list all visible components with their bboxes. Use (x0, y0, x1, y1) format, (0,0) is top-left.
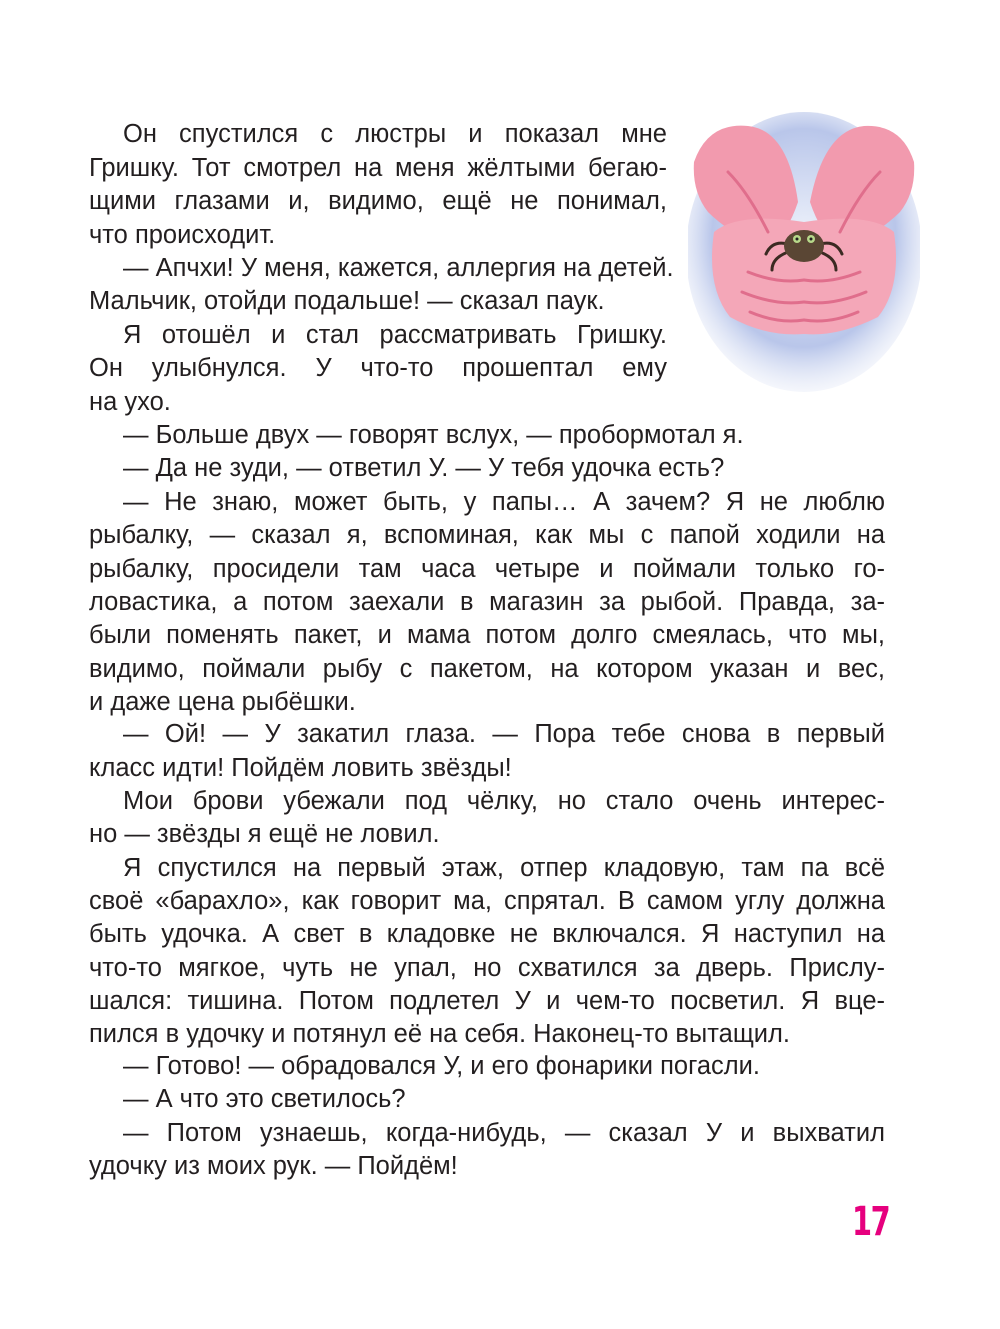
text-line: своё «барахло», как говорит ма, спрятал. В самом углу должна (89, 887, 885, 915)
text-line: были поменять пакет, и мама потом долго смеялась, что мы, (89, 621, 885, 649)
text-line: — Не знаю, может быть, у папы… А зачем? Я не люблю (123, 488, 885, 516)
text-line: рыбалку, — сказал я, вспоминая, как мы с папой ходили на (89, 521, 885, 549)
text-line: шался: тишина. Потом подлетел У и чем-то посветил. Я вце- (89, 987, 885, 1015)
text-line: видимо, поймали рыбу с пакетом, на котором указан и вес, (89, 655, 885, 683)
text-line: рыбалку, просидели там часа четыре и поймали только го- (89, 555, 885, 583)
text-line: и даже цена рыбёшки. (89, 688, 356, 716)
text-line: щими глазами и, видимо, ещё не понимал, (89, 187, 667, 215)
text-line: — Больше двух — говорят вслух, — пробормотал я. (123, 421, 744, 449)
text-line: — Потом узнаешь, когда-нибудь, — сказал У и выхватил (123, 1119, 885, 1147)
text-line: класс идти! Пойдём ловить звёзды! (89, 754, 512, 782)
text-line: что происходит. (89, 221, 276, 249)
text-line: пился в удочку и потянул её на себя. Наконец-то вытащил. (89, 1020, 791, 1048)
text-line: Он спустился с люстры и показал мне (123, 120, 667, 148)
text-line: быть удочка. А свет в кладовке не включался. Я наступил на (89, 920, 885, 948)
text-line: Гришку. Тот смотрел на меня жёлтыми бегаю- (89, 154, 667, 182)
text-line: удочку из моих рук. — Пойдём! (89, 1152, 458, 1180)
text-line: — Да не зуди, — ответил У. — У тебя удочка есть? (123, 454, 725, 482)
text-line: — А что это светилось? (123, 1085, 406, 1113)
text-line: — Готово! — обрадовался У, и его фонарики погасли. (123, 1052, 760, 1080)
text-line: на ухо. (89, 388, 171, 416)
text-line: — Апчхи! У меня, кажется, аллергия на детей. (123, 254, 674, 282)
text-line: Я спустился на первый этаж, отпер кладовую, там па всё (123, 854, 885, 882)
text-line: — Ой! — У закатил глаза. — Пора тебе снова в первый (123, 720, 885, 748)
text-line: Мальчик, отойди подальше! — сказал паук. (89, 287, 605, 315)
text-line: что-то мягкое, чуть не упал, но схватился за дверь. Прислу- (89, 954, 885, 982)
text-line: но — звёзды я ещё не ловил. (89, 820, 440, 848)
text-line: ловастика, а потом заехали в магазин за рыбой. Правда, за- (89, 588, 885, 616)
text-line: Он улыбнулся. У что-то прошептал ему (89, 354, 667, 382)
spider-in-hands-illustration (688, 112, 920, 394)
text-line: Я отошёл и стал рассматривать Гришку. (123, 321, 667, 349)
text-line: Мои брови убежали под чёлку, но стало очень интерес- (123, 787, 885, 815)
page-number: 17 (852, 1199, 890, 1245)
